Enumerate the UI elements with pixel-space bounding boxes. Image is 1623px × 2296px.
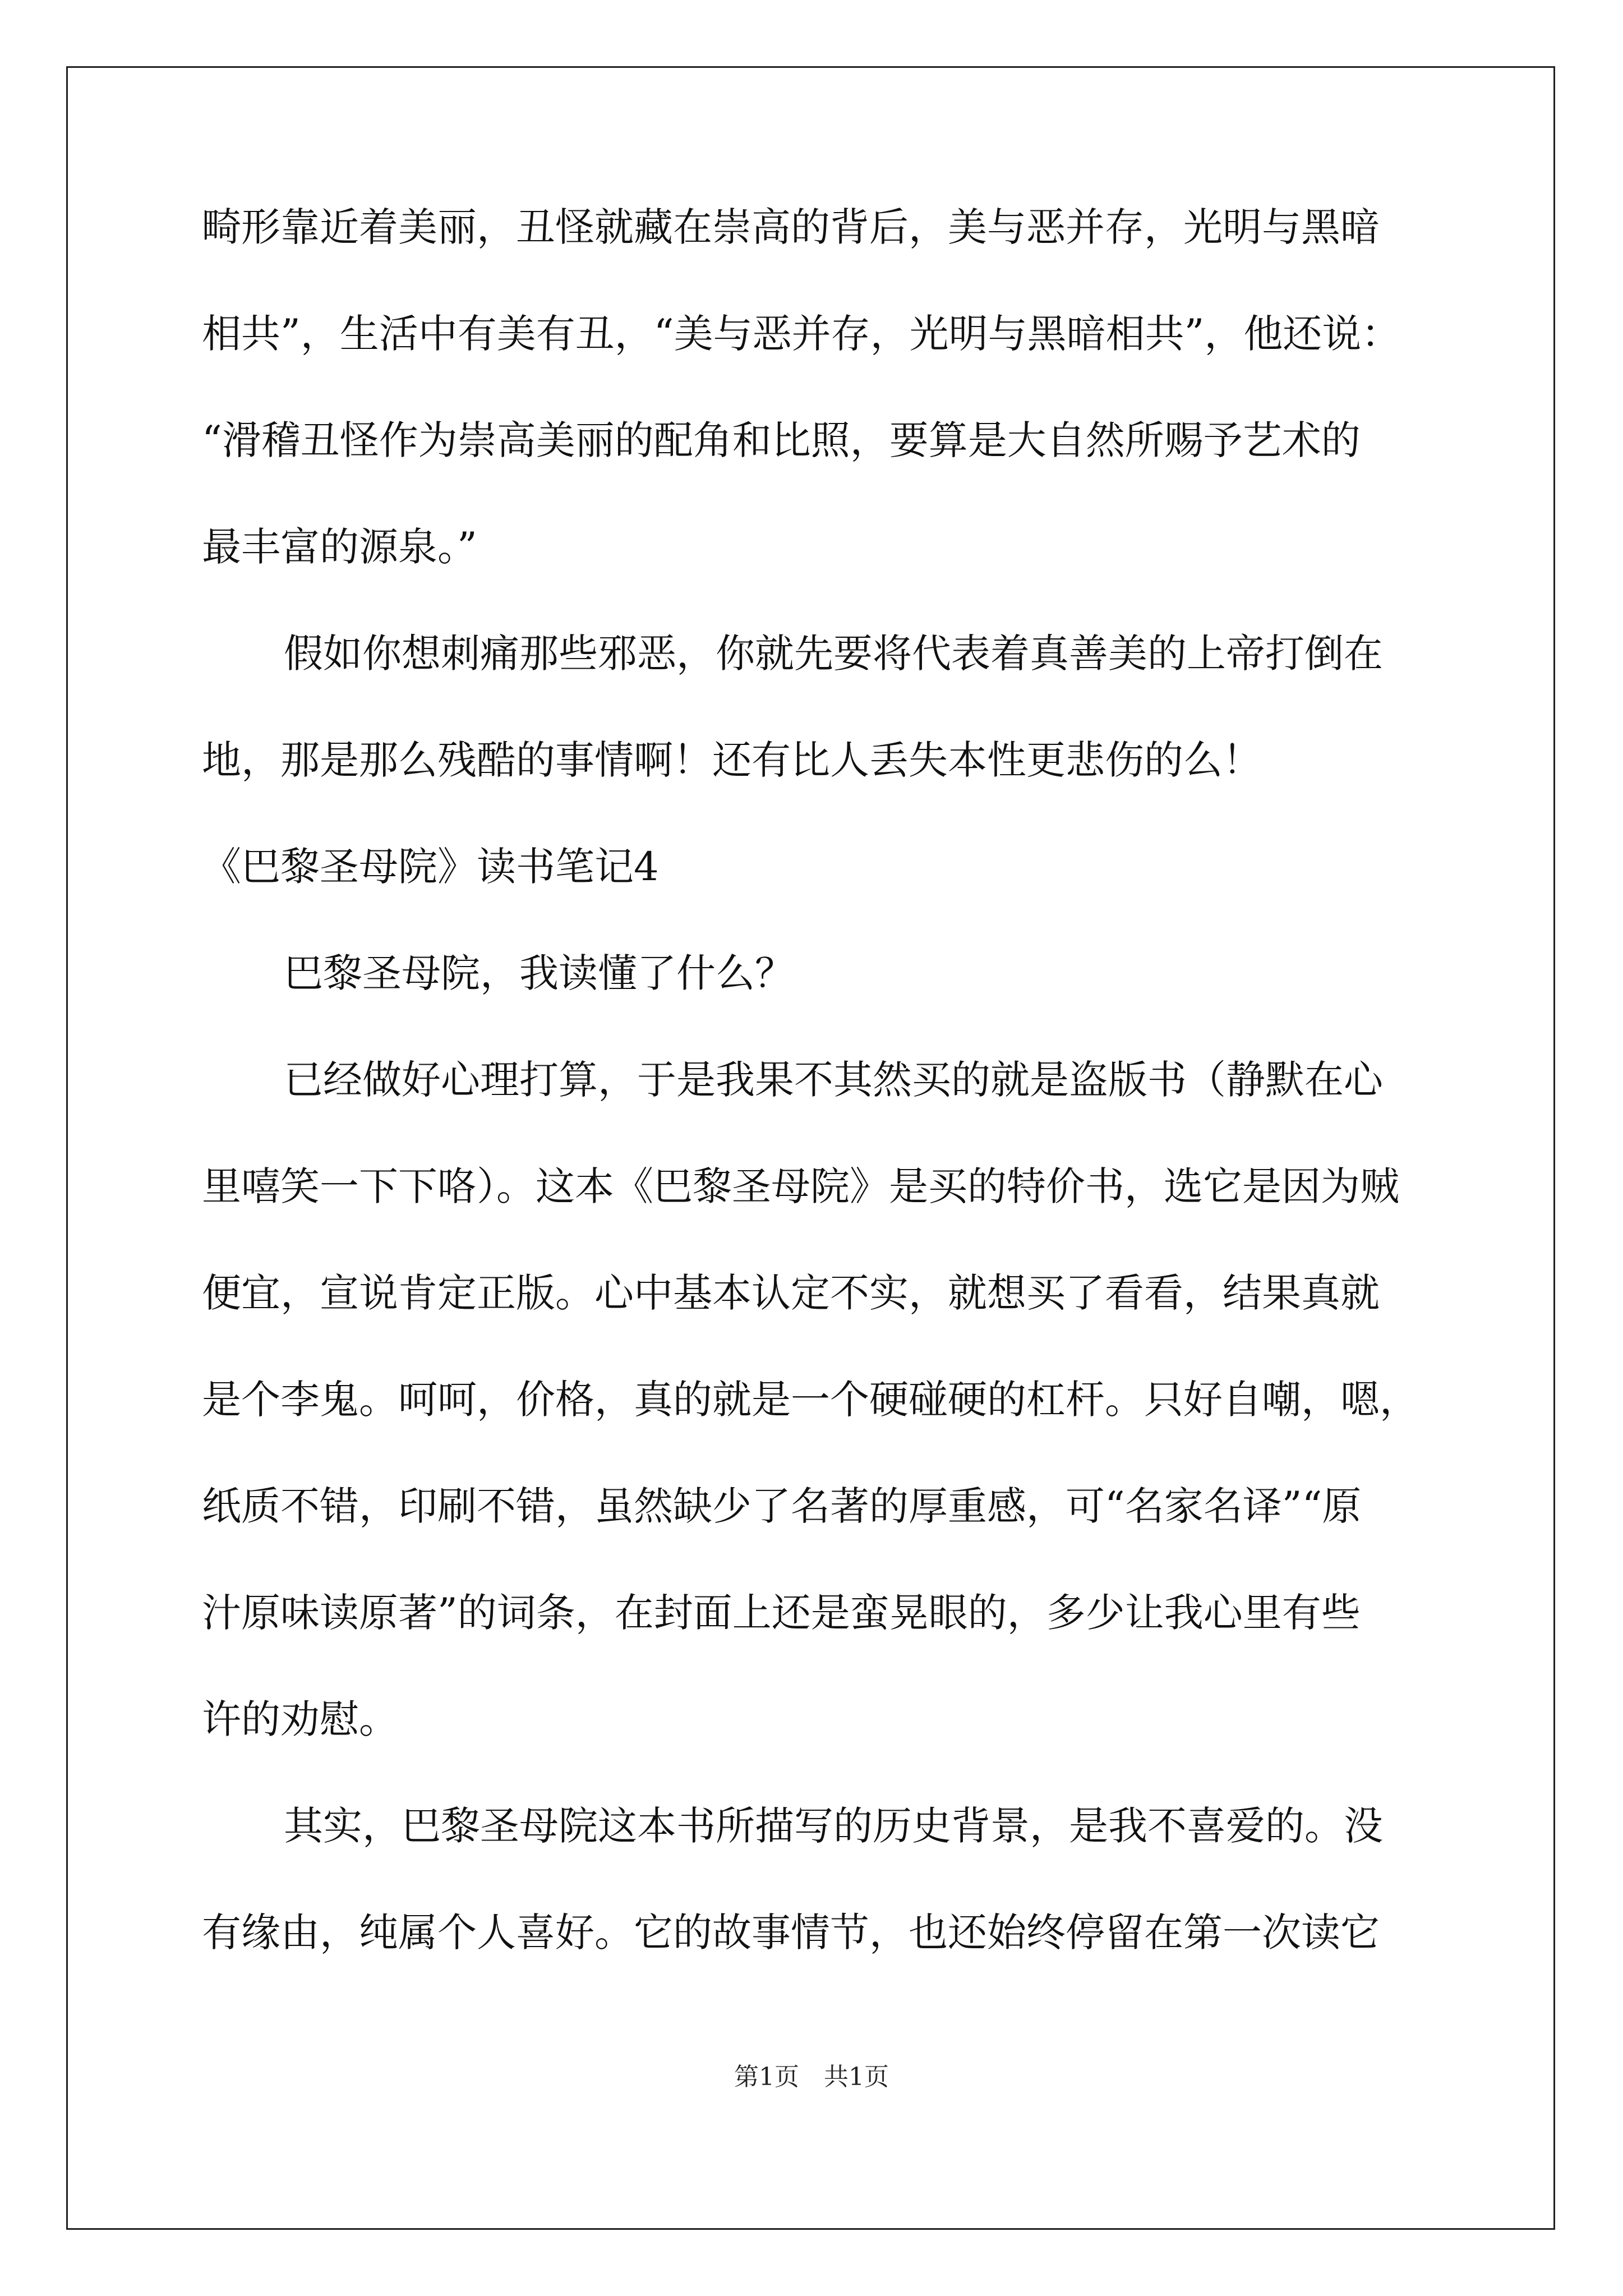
text-line: 地，那是那么残酷的事情啊！还有比人丢失本性更悲伤的么！ — [202, 737, 1262, 783]
text-line: 畸形靠近着美丽，丑怪就藏在崇高的背后，美与恶并存，光明与黑暗 — [202, 204, 1380, 250]
paragraph-start: 其实，巴黎圣母院这本书所描写的历史背景，是我不喜爱的。没 — [284, 1803, 1383, 1849]
text-line: 便宜，宣说肯定正版。心中基本认定不实，就想买了看看，结果真就 — [202, 1270, 1380, 1316]
text-line: “滑稽丑怪作为崇高美丽的配角和比照，要算是大自然所赐予艺术的 — [202, 417, 1361, 463]
text-line: 汁原味读原著”的词条，在封面上还是蛮晃眼的，多少让我心里有些 — [202, 1590, 1361, 1636]
text-line: 最丰富的源泉。” — [202, 524, 477, 570]
text-line: 里嘻笑一下下咯）。这本《巴黎圣母院》是买的特价书，选它是因为贼 — [202, 1163, 1399, 1209]
section-heading: 《巴黎圣母院》读书笔记4 — [202, 844, 659, 890]
page-border — [66, 66, 1555, 2230]
text-line: 有缘由，纯属个人喜好。它的故事情节，也还始终停留在第一次读它 — [202, 1910, 1380, 1955]
paragraph-start: 假如你想刺痛那些邪恶，你就先要将代表着真善美的上帝打倒在 — [284, 631, 1383, 677]
text-line: 是个李鬼。呵呵，价格，真的就是一个硬碰硬的杠杆。只好自嘲，嗯， — [202, 1377, 1419, 1423]
paragraph-start: 已经做好心理打算，于是我果不其然买的就是盗版书（静默在心 — [284, 1057, 1383, 1103]
text-line: 许的劝慰。 — [202, 1696, 398, 1742]
page-number-footer: 第1页 共1页 — [734, 2063, 889, 2091]
text-line: 相共”，生活中有美有丑，“美与恶并存，光明与黑暗相共”，他还说： — [202, 311, 1401, 357]
paragraph-start: 巴黎圣母院，我读懂了什么？ — [284, 950, 794, 996]
text-line: 纸质不错，印刷不错，虽然缺少了名著的厚重感，可“名家名译”“原 — [202, 1483, 1362, 1529]
